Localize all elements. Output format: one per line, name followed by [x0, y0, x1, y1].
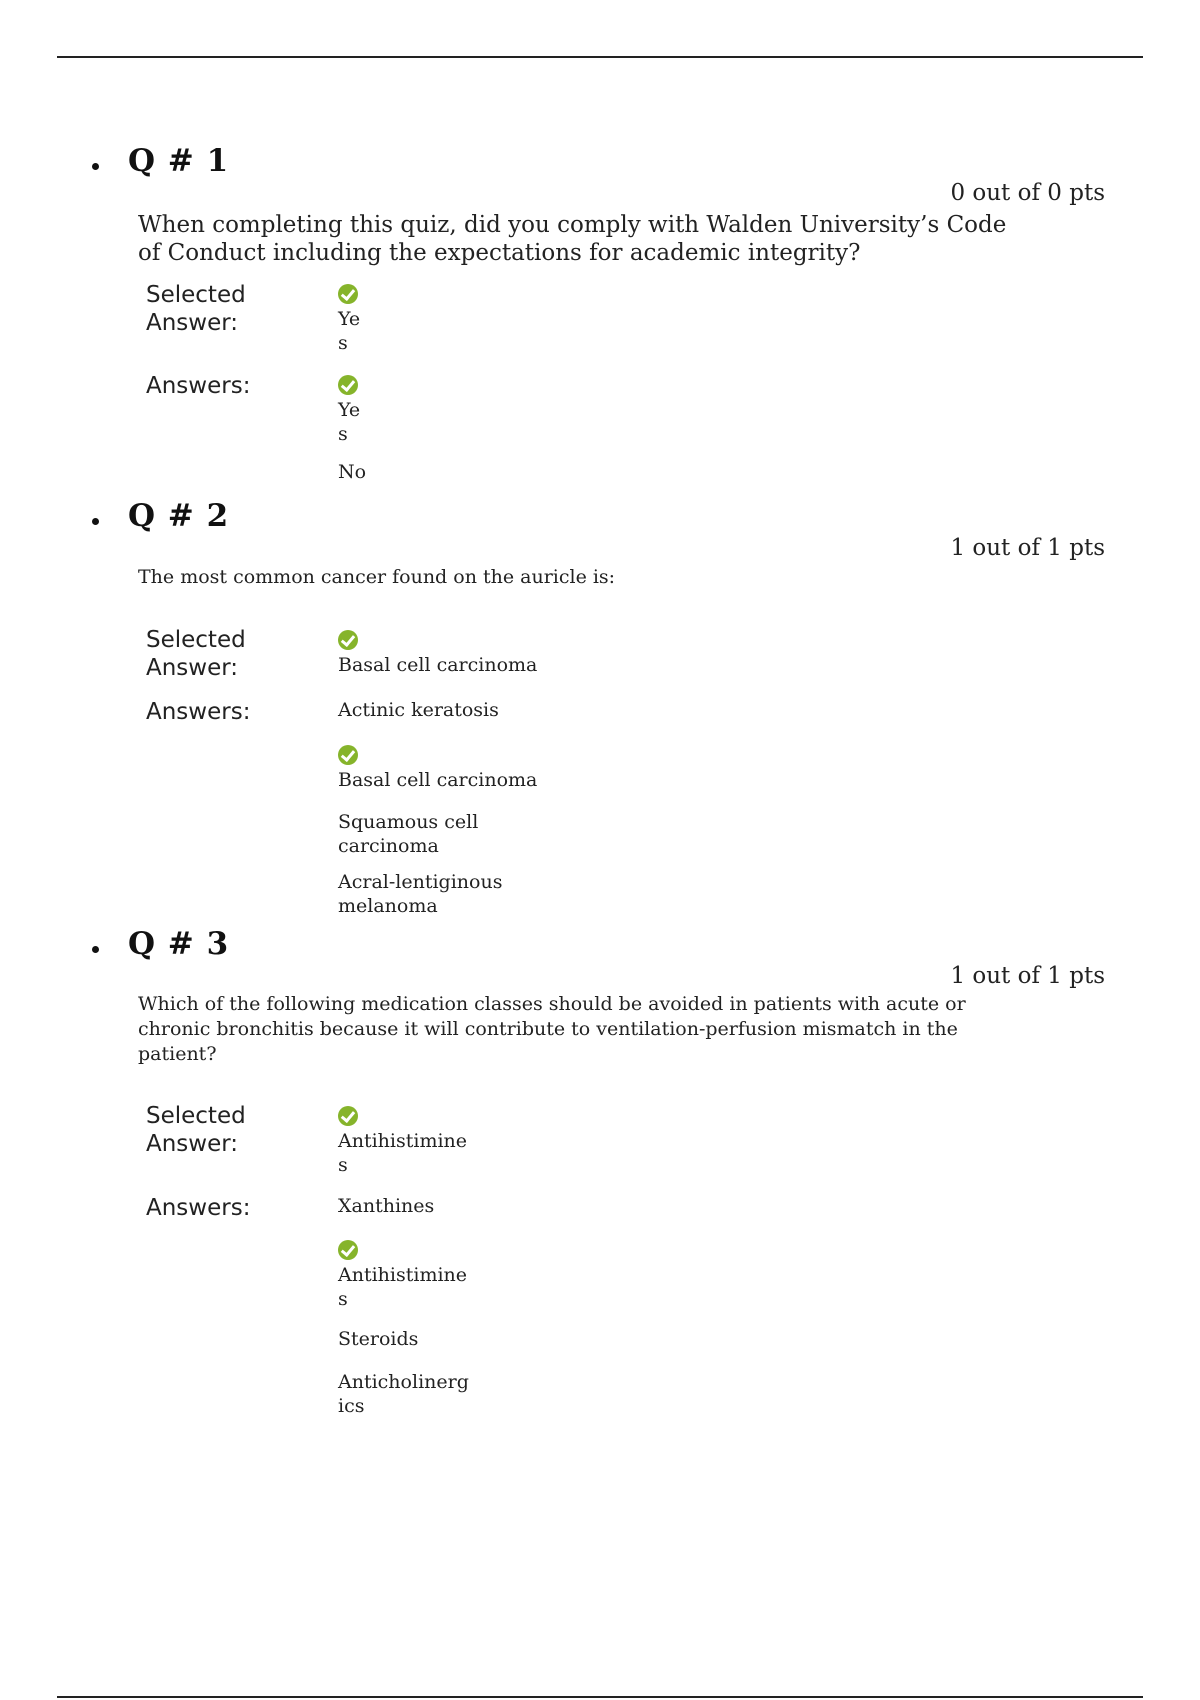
check-circle-icon — [338, 284, 358, 304]
top-rule — [57, 56, 1143, 58]
answer-option: Anticholinerg ics — [338, 1371, 469, 1417]
selected-answer-label: Selected Answer: — [146, 1103, 246, 1157]
answer-option-text: Basal cell carcinoma — [338, 769, 538, 791]
selected-answer-text: Ye s — [338, 308, 361, 354]
answer-option: Steroids — [338, 1328, 419, 1350]
question-title: Q # 2 — [128, 498, 230, 534]
check-circle-icon — [338, 745, 358, 765]
check-circle-icon — [338, 375, 358, 395]
answer-option: Xanthines — [338, 1195, 435, 1217]
selected-answer — [338, 630, 537, 677]
question-text: Which of the following medication classes should be avoided in patients with acute or chronic bronchitis because it will contribute to ventilation-perfusion mismatch in the patient? — [138, 993, 966, 1065]
answer-option-text: Antihistimine s — [338, 1264, 468, 1310]
check-circle-icon — [338, 630, 358, 650]
answer-option: Acral-lentiginous melanoma — [338, 871, 503, 917]
answers-label: Answers: — [146, 373, 251, 399]
selected-answer-label: Selected Answer: — [146, 627, 246, 681]
bullet — [92, 946, 99, 953]
answer-option: No — [338, 461, 367, 483]
answer-option: Squamous cell carcinoma — [338, 811, 479, 857]
selected-answer-label: Selected Answer: — [146, 282, 246, 336]
answer-option — [338, 1240, 478, 1311]
selected-answer — [338, 284, 368, 355]
answer-option — [338, 745, 537, 792]
bottom-rule — [57, 1696, 1143, 1698]
question-title: Q # 1 — [128, 143, 230, 179]
selected-answer — [338, 1106, 478, 1177]
selected-answer-text: Antihistimine s — [338, 1130, 468, 1176]
points-label: 1 out of 1 pts — [950, 963, 1105, 989]
check-circle-icon — [338, 1240, 358, 1260]
answers-label: Answers: — [146, 1195, 251, 1221]
question-text: The most common cancer found on the auricle is: — [138, 566, 616, 588]
question-title: Q # 3 — [128, 926, 230, 962]
question-text: When completing this quiz, did you comply with Walden University’s Code of Conduct including the expectations for academic integrity? — [138, 212, 1007, 266]
answer-option: Actinic keratosis — [338, 699, 499, 721]
answers-label: Answers: — [146, 699, 251, 725]
answer-option-text: Ye s — [338, 399, 361, 445]
selected-answer-text: Basal cell carcinoma — [338, 654, 538, 676]
answer-option — [338, 375, 368, 446]
bullet — [92, 518, 99, 525]
check-circle-icon — [338, 1106, 358, 1126]
points-label: 1 out of 1 pts — [950, 535, 1105, 561]
points-label: 0 out of 0 pts — [950, 180, 1105, 206]
bullet — [92, 163, 99, 170]
